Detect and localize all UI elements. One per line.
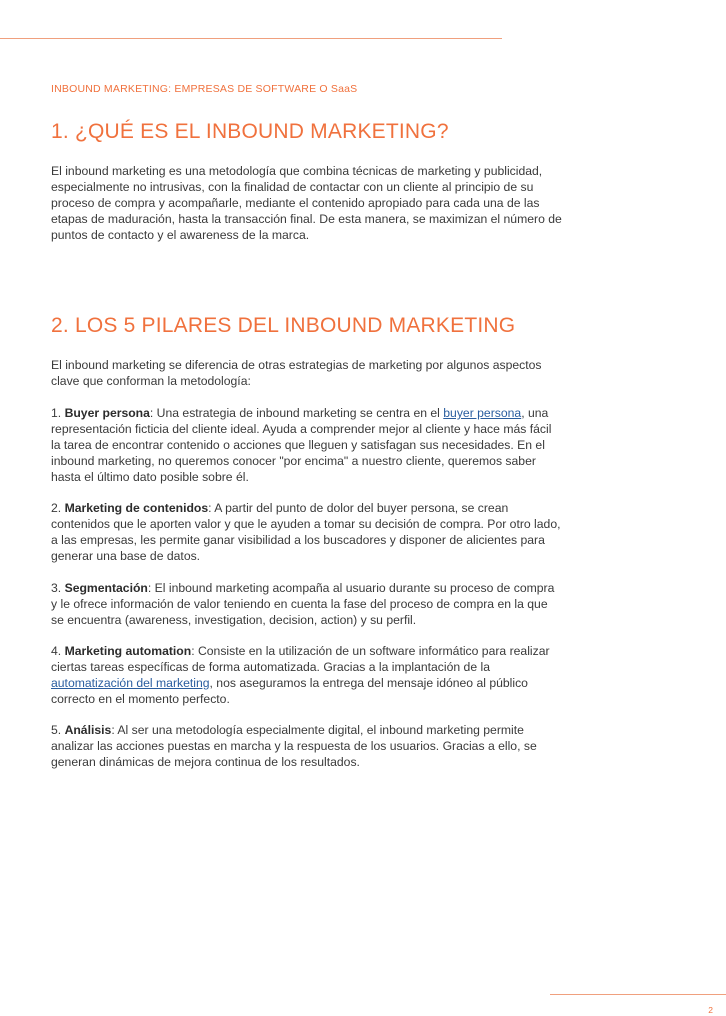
pillar-text: : El inbound marketing acompaña al usuario durante su proceso de compra y le ofrece información de valor teniendo en cuenta la fase del proceso de compra en la que se encuentra (awareness, investigation, decision, action) y su perfil.	[51, 581, 555, 627]
running-head: INBOUND MARKETING: EMPRESAS DE SOFTWARE O SaaS	[51, 83, 358, 95]
top-rule	[0, 38, 502, 39]
pillar-number: 1.	[51, 406, 62, 420]
page-number: 2	[708, 1005, 713, 1015]
section-1-heading: 1. ¿QUÉ ES EL INBOUND MARKETING?	[51, 120, 449, 143]
pillar-term: Segmentación	[64, 581, 148, 595]
pillar-analisis	[51, 722, 563, 770]
pillar-number: 3.	[51, 581, 62, 595]
automatizacion-del-marketing-link[interactable]: automatización del marketing	[51, 676, 210, 690]
pillar-term: Análisis	[64, 723, 112, 737]
section-1-body: El inbound marketing es una metodología que combina técnicas de marketing y publicidad, especialmente no intrusivas, con la finalidad de contactar con un cliente al principio de su proceso de compra y acompañarle, mediante el contenido apropiado para cada una de las etapas de maduración, hasta la transacción final. De esta manera, se maximizan el número de puntos de contacto y el awareness de la marca.	[51, 164, 562, 242]
pillar-segmentacion	[51, 580, 563, 628]
pillar-term: Marketing automation	[64, 644, 192, 658]
pillar-number: 5.	[51, 723, 62, 737]
pillar-marketing-automation	[51, 643, 563, 707]
pillar-number: 4.	[51, 644, 62, 658]
pillar-text: : Al ser una metodología especialmente digital, el inbound marketing permite analizar las acciones puestas en marcha y la respuesta de los usuarios. Gracias a ello, se generan dinámicas de mejora continua de los resultados.	[51, 723, 537, 769]
pillar-marketing-de-contenidos	[51, 500, 563, 564]
pillar-text: : Una estrategia de inbound marketing se centra en el	[149, 406, 444, 420]
buyer-persona-link[interactable]: buyer persona	[443, 406, 522, 420]
pillar-buyer-persona	[51, 405, 563, 485]
pillar-number: 2.	[51, 501, 62, 515]
section-2-intro: El inbound marketing se diferencia de otras estrategias de marketing por algunos aspectos clave que conforman la metodología:	[51, 358, 542, 388]
pillar-text: , una representación ficticia del cliente ideal. Ayuda a comprender mejor al cliente y hace más fácil la tarea de encontrar contenido o acciones que lleguen y satisfagan sus necesidades. En el inbound marketing, no queremos conocer "por encima" a nuestro cliente, queremos saber hasta el último dato posible sobre él.	[51, 406, 552, 484]
pillar-term: Marketing de contenidos	[64, 501, 209, 515]
pillar-text: : Consiste en la utilización de un software informático para realizar ciertas tareas específicas de forma automatizada. Gracias a la implantación de la	[51, 644, 550, 674]
pillar-text: , nos aseguramos la entrega del mensaje idóneo al público correcto en el momento perfecto.	[51, 676, 528, 706]
bottom-rule	[550, 994, 726, 995]
pillar-text: : A partir del punto de dolor del buyer persona, se crean contenidos que le aporten valor y que le ayuden a tomar su decisión de compra. Por otro lado, a las empresas, les permite ganar visibilidad a los buscadores y disponer de alicientes para generar una base de datos.	[51, 501, 561, 563]
pillar-term: Buyer persona	[64, 406, 150, 420]
section-2-heading: 2. LOS 5 PILARES DEL INBOUND MARKETING	[51, 314, 516, 337]
